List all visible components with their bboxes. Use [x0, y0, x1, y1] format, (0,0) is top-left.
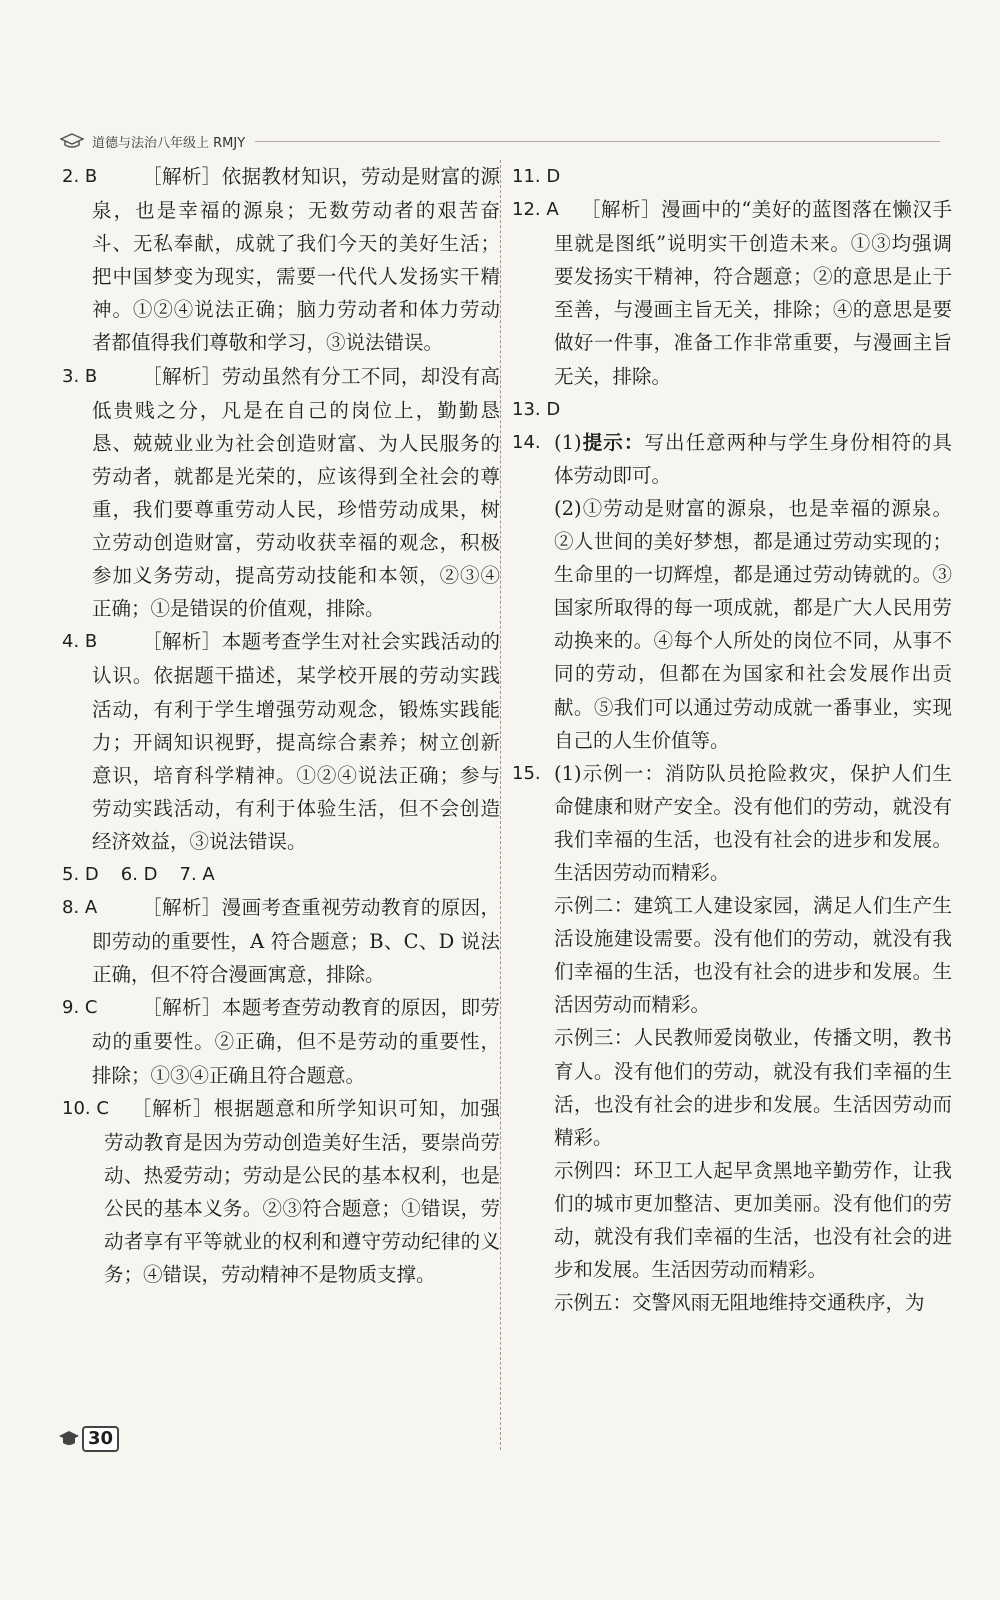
answer-q15	[512, 757, 952, 889]
answer-number: 8. A	[62, 897, 98, 919]
answer-q12	[512, 193, 952, 393]
analysis-tag: ［解析］	[130, 1096, 214, 1120]
answer-number: 2. B	[62, 166, 98, 187]
answer-q9	[62, 991, 500, 1091]
answer-q7: 7. A	[179, 863, 215, 885]
example-4: 示例四：环卫工人起早贪黑地辛勤劳作，让我们的城市更加整洁、更加美丽。没有他们的劳动，就没有我们幸福的生活，也没有社会的进步和发展。生活因劳动而精彩。	[554, 1158, 952, 1282]
example-5: 示例五：交警风雨无阻地维持交通秩序，为	[554, 1291, 925, 1315]
answer-text: 漫画考查重视劳动教育的原因，即劳动的重要性，A 符合题意；B、C、D 说法正确，但不符合漫画寓意，排除。	[92, 896, 500, 987]
column-divider	[500, 160, 501, 1450]
answer-q4	[62, 625, 500, 858]
answer-number: 10. C	[62, 1097, 109, 1119]
answer-text: 根据题意和所学知识可知，加强劳动教育是因为劳动创造美好生活，要崇尚劳动、热爱劳动；劳动是公民的基本权利，也是公民的基本义务。②③符合题意；①错误，劳动者享有平等就业的权利和遵守劳动纪律的义务；④错误，劳动精神不是物质支撑。	[104, 1096, 500, 1287]
answer-q8	[62, 891, 500, 991]
graduation-cap-icon	[58, 1429, 80, 1449]
page-number	[58, 1426, 119, 1452]
answer-q3	[62, 360, 500, 626]
hint-label: 提示：	[581, 430, 645, 454]
example-1: (1)示例一：消防队员抢险救灾，保护人们生命健康和财产安全。没有他们的劳动，就没有我们幸福的生活，也没有社会的进步和发展。生活因劳动而精彩。	[554, 761, 952, 884]
answer-q5: 5. D	[62, 863, 99, 885]
answer-number: 14.	[512, 431, 541, 453]
analysis-tag: ［解析］	[580, 198, 662, 222]
answer-q11: 11. D	[512, 166, 561, 187]
analysis-tag: ［解析］	[141, 630, 222, 654]
answer-number: 12. A	[512, 199, 559, 221]
answer-q10	[62, 1092, 500, 1292]
analysis-tag: ［解析］	[141, 896, 222, 920]
answer-text: 本题考查学生对社会实践活动的认识。依据题干描述，某学校开展的劳动实践活动，有利于学生增强劳动观念，锻炼实践能力；开阔知识视野，提高综合素养；树立创新意识，培育科学精神。①②④说法正确；参与劳动实践活动，有利于体验生活，但不会创造经济效益，③说法错误。	[92, 630, 500, 853]
answer-q14	[512, 426, 952, 492]
answers-5-7	[62, 858, 500, 891]
answer-q14-part2: (2)①劳动是财富的源泉，也是幸福的源泉。②人世间的美好梦想，都是通过劳动实现的；生命里的一切辉煌，都是通过劳动铸就的。③国家所取得的每一项成就，都是广大人民用劳动换来的。④每个人所处的岗位不同，从事不同的劳动，但都在为国家和社会发展作出贡献。⑤我们可以通过劳动成就一番事业，实现自己的人生价值等。	[554, 496, 952, 752]
right-column	[512, 160, 952, 1319]
answer-q13: 13. D	[512, 398, 561, 420]
answer-number: 4. B	[62, 631, 98, 653]
graduation-cap-icon	[60, 132, 84, 150]
page-number-badge: 30	[82, 1426, 119, 1452]
answer-text: 劳动虽然有分工不同，却没有高低贵贱之分，凡是在自己的岗位上，勤勤恳恳、兢兢业业为社会创造财富、为人民服务的劳动者，就都是光荣的，应该得到全社会的尊重，我们要尊重劳动人民，珍惜劳动成果，树立劳动创造财富，劳动收获幸福的观念，积极参加义务劳动，提高劳动技能和本领，②③④正确；①是错误的价值观，排除。	[92, 364, 500, 621]
answer-number: 15.	[512, 762, 541, 784]
answer-number: 3. B	[62, 365, 98, 387]
example-3: 示例三：人民教师爱岗敬业，传播文明，教书育人。没有他们的劳动，就没有我们幸福的生活，也没有社会的进步和发展。生活因劳动而精彩。	[554, 1026, 952, 1149]
analysis-tag: ［解析］	[141, 165, 222, 188]
part-label: (1)	[554, 430, 582, 454]
answer-q6: 6. D	[120, 863, 158, 885]
book-title: 道德与法治八年级上 RMJY	[92, 135, 246, 151]
answer-text: 漫画中的“美好的蓝图落在懒汉手里就是图纸”说明实干创造未来。①③均强调要发扬实干精神，符合题意；②的意思是止于至善，与漫画主旨无关，排除；④的意思是要做好一件事，准备工作非常重要，与漫画主旨无关，排除。	[554, 198, 952, 388]
answer-text: 依据教材知识，劳动是财富的源泉，也是幸福的源泉；无数劳动者的艰苦奋斗、无私奉献，成就了我们今天的美好生活；把中国梦变为现实，需要一代代人发扬实干精神。①②④说法正确；脑力劳动者和体力劳动者都值得我们尊敬和学习，③说法错误。	[92, 165, 500, 355]
analysis-tag: ［解析］	[141, 364, 222, 388]
left-column	[62, 160, 500, 1291]
example-2: 示例二：建筑工人建设家园，满足人们生产生活设施建设需要。没有他们的劳动，就没有我们幸福的生活，也没有社会的进步和发展。生活因劳动而精彩。	[554, 894, 952, 1017]
answer-text: 本题考查劳动教育的原因，即劳动的重要性。②正确，但不是劳动的重要性，排除；①③④正确且符合题意。	[92, 996, 500, 1087]
header-rule	[255, 141, 940, 142]
answer-number: 9. C	[62, 997, 98, 1019]
answer-text: 写出任意两种与学生身份相符的具体劳动即可。	[554, 430, 952, 487]
page-header	[60, 130, 940, 152]
answer-q2	[62, 160, 500, 360]
analysis-tag: ［解析］	[141, 996, 222, 1020]
